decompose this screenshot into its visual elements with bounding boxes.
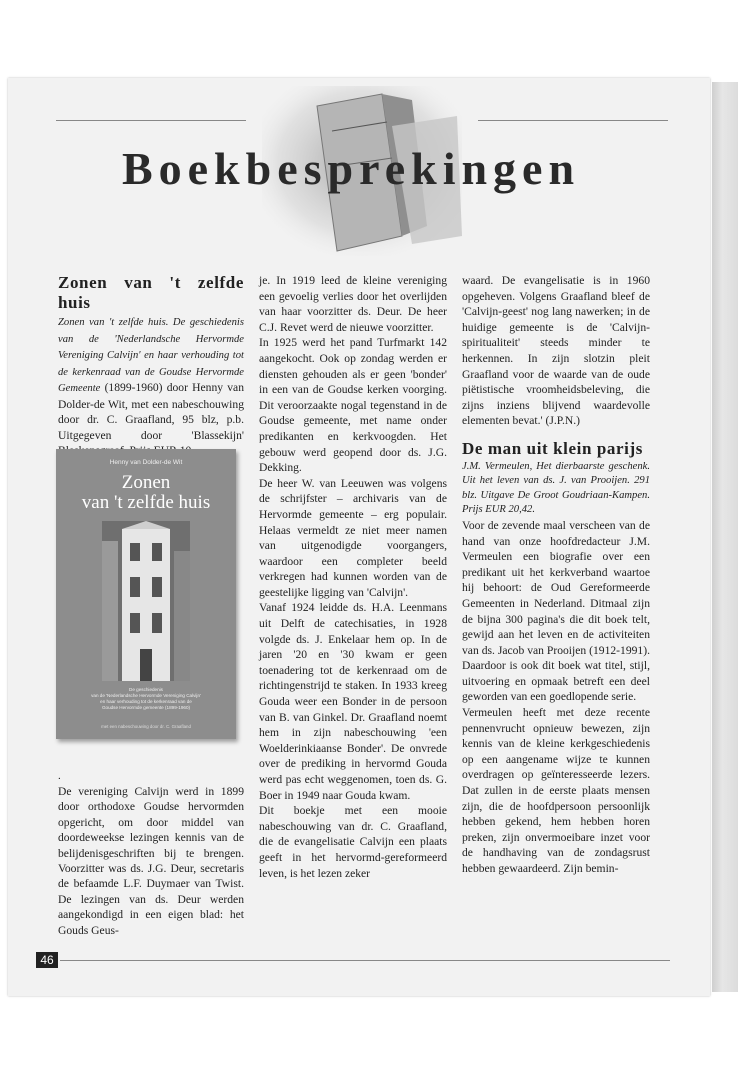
cover-subtitle-line: van de 'Nederlandsche Hervormde Vereniging Calvijn' [91,693,201,698]
cover-subtitle-line: De geschiedenis [129,687,163,692]
cover-subtitle-line: Goudse Hervormde gemeente (1899-1960) [101,705,191,710]
article-meta-2: J.M. Vermeulen, Het dierbaarste geschenk. Uit het leven van ds. J. van Prooijen. 291 blz. Uitgave De Groot Goudriaan-Kampen. Prijs EUR 20,42. [462,460,650,516]
paragraph: je. In 1919 leed de kleine vereniging een gevoelig verlies door het overlijden van haar voorzitter ds. Deur. De heer C.J. Revet werd de nieuwe voorzitter. [259,274,447,334]
paragraph: Dit boekje met een mooie nabeschouwing van dr. C. Graafland, die de evangelisatie Calvijn een plaats geeft in het hervormd-gereformeerd leven, is het lezen zeker [259,804,447,880]
cover-footer: met een nabeschouwing door dr. C. Graafland [101,724,191,729]
building-illustration [102,521,190,681]
column-2 [259,273,447,881]
paragraph: De heer W. van Leeuwen was volgens de schrijfster – archivaris van de Hervormde gemeente – erg populair. Helaas vermeldt ze niet meer namen van uitgenodigde voorgangers, waardoor een completer beeld verkregen had kunnen worden van de geestelijke ligging van 'Calvijn'. [259,476,447,599]
paragraph: Vermeulen heeft met deze recente pennenvrucht opnieuw bewezen, zijn kennis van de kleine kerkgeschiedenis op een aangename wijze te kunnen overdragen op geïnteresseerde lezers. Dat zullen in de eerste plaats mensen zijn, die de hoofdpersoon persoonlijk hebben gekend, hem hebben horen preken, zijn onvermoeibare inzet voor de handhaving van de zondagsrust hebben gewaardeerd. Zijn bemin- [462,706,650,875]
article-heading-2: De man uit klein parijs [462,438,643,458]
paragraph: Vanaf 1924 leidde ds. H.A. Leenmans uit Delft de catechisaties, in 1928 volgde ds. J. Enkelaar hem op. In de jaren '20 en '30 kwam er geen toenadering tot de kerkenraad om de richtingenstrijd te staken. In 1933 kreeg Gouda weer een Bonder in de persoon van B. van Ginkel. Dr. Graafland noemt hem in zijn nabeschouwing 'een Woelderinkiaanse Bonder'. De onvrede over de prediking in hervormd Gouda werd pas echt weggenomen, toen ds. G. Boer in 1949 naar Gouda kwam. [259,601,447,802]
page-number: 46 [36,952,58,968]
column-3 [462,273,650,877]
cover-title-line: Zonen [121,472,171,493]
cover-subtitle-line: en haar verhouding tot de kerkenraad van de [100,699,192,704]
column-1-body [58,784,244,938]
footer-rule [60,960,670,961]
cover-title [56,473,236,513]
page-title: Boekbesprekingen [121,143,581,194]
article-meta: Zonen van 't zelfde huis. De geschiedenis van de 'Nederlandsche Hervormde Vereniging Calvijn' en haar verhouding tot de kerkenraad van de Goudse Hervormde Gemeente [58,317,244,394]
paragraph: waard. De evangelisatie is in 1960 opgeheven. Volgens Graafland bleef de 'Calvijn-geest' nog lang nawerken; in de huidige gemeente is de 'Calvijn-spiritualiteit' steeds minder te herkennen. In zijn slotzin pleit Graafland voor de waarde van de oude piëtistische vroomheidsbeleving, die zijns inziens blijvend waardevolle elementen bevat.' (J.P.N.) [462,274,650,428]
cover-title-line: van 't zelfde huis [81,492,211,513]
header-rule-left [56,120,246,121]
next-page-edge [712,82,738,992]
article-heading: Zonen van 't zelfde huis [58,273,244,312]
book-cover [56,449,236,739]
cover-subtitle [64,687,228,711]
paragraph: In 1925 werd het pand Turfmarkt 142 aangekocht. Ook op zondag werden er diensten gehouden als er geen 'bonder' in een van de Goudse kerken voorging. Dit veroorzaakte nogal tegenstand in de Goudse gemeente, met name onder predikanten en kerkvoogden. Het gebouw werd geopend door ds. J.G. Dekking. [259,336,447,475]
stray-mark: . [58,770,61,782]
column-1 [58,273,244,459]
paragraph: De vereniging Calvijn werd in 1899 door orthodoxe Goudse hervormden opgericht, om door middel van doordeweekse lezingen kennis van de belijdenisgeschriften bij te brengen. Voorzitter was ds. J.G. Deur, secretaris de befaamde L.F. Duymaer van Twist. De lezingen van ds. Deur werden aangekondigd in een eigen blad: het Gouds Geus- [58,785,244,937]
paragraph: Voor de zevende maal verscheen van de hand van onze hoofdredacteur J.M. Vermeulen een biografie over een predikant uit het kerkverband waartoe hij behoort: de Oud Gereformeerde Gemeenten in Nederland. Ditmaal zijn de bijna 300 pagina's die dit boek telt, gewijd aan het leven en de activiteiten van ds. Jacob van Prooijen (1912-1991). Daardoor is ook dit boek wat titel, stijl, uitvoering en opmaak betreft een deel geworden van een goedlopende serie. [462,518,650,704]
header-rule-right [478,120,668,121]
cover-author: Henny van Dolder-de Wit [109,459,183,466]
article-intro: (1899-1960) door Henny van Dolder-de Wit, met een nabeschouwing door dr. C. Graafland, 95 blz, p.b. Uitgegeven door 'Blassekijn' [58,381,244,442]
